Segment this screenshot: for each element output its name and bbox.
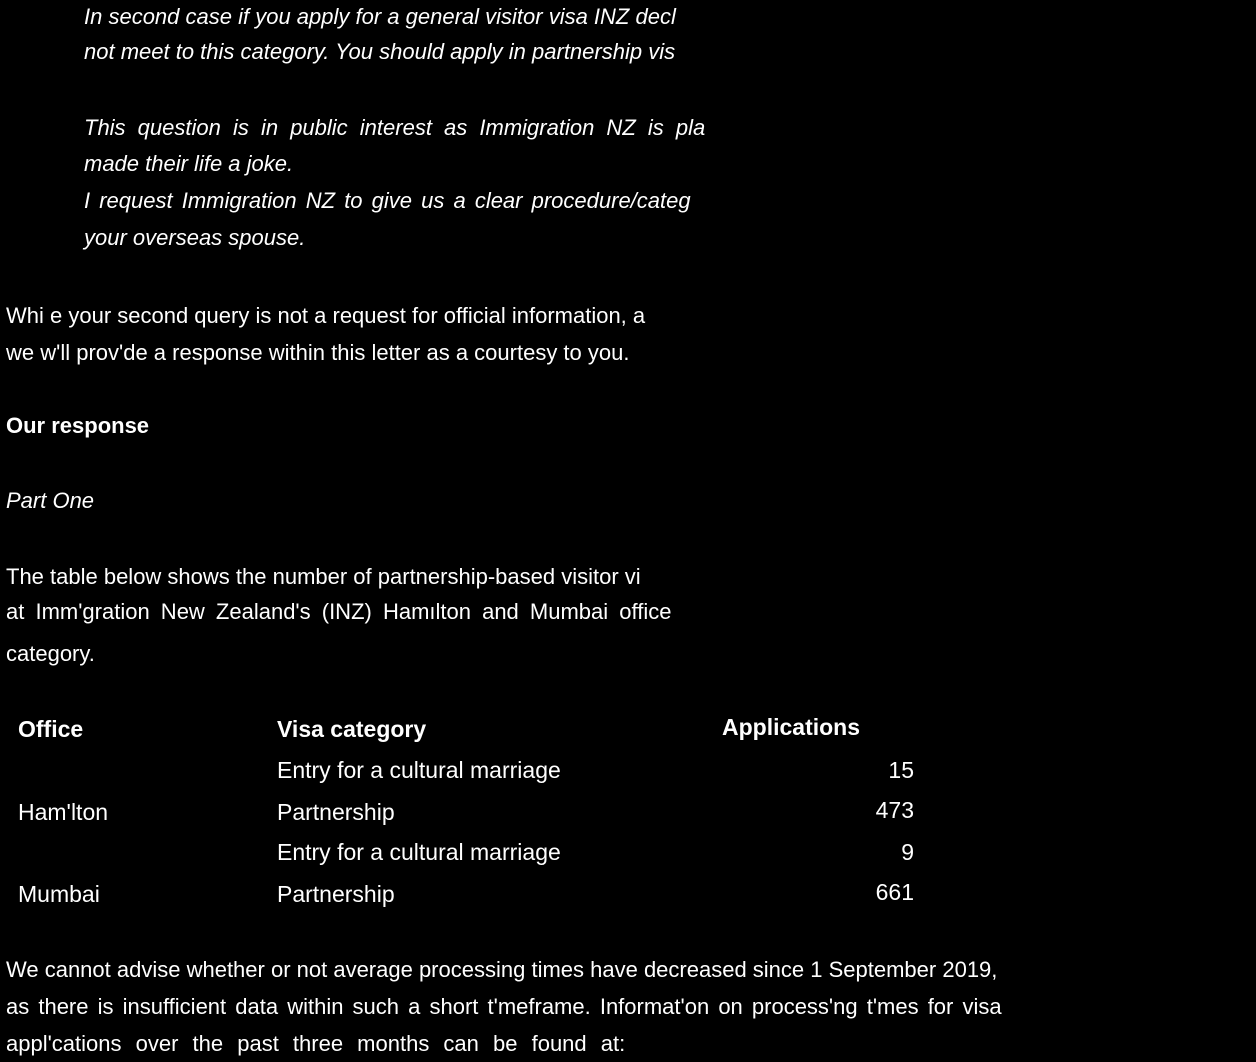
table-cell-applications: 661 — [875, 879, 914, 905]
table-header-applications: Applications — [722, 714, 861, 740]
table-cell-applications: 9 — [901, 839, 914, 865]
table-cell-applications: 473 — [875, 797, 914, 823]
table-header-office: Office — [18, 716, 84, 742]
table-intro-line-3: category. — [6, 641, 95, 666]
closing-line-2: as there is insufficient data within such a short t'meframe. Informat'on on process'ng t'mes for visa — [6, 994, 1002, 1019]
table-cell-category: Entry for a cultural marriage — [277, 757, 561, 783]
section-heading: Our response — [6, 413, 150, 438]
quote-line-2: not meet to this category. You should apply in partnership vis — [84, 39, 676, 64]
table-cell-category: Partnership — [277, 799, 395, 825]
table-header-category: Visa category — [277, 716, 427, 742]
intro-line-1: Whi e your second query is not a request for official information, a — [6, 303, 646, 328]
section-subheading: Part One — [6, 488, 95, 513]
table-cell-applications: 15 — [888, 757, 914, 783]
table-cell-office: Ham'lton — [18, 799, 109, 825]
table-intro-line-2: at Imm'gration New Zealand's (INZ) Hamılton and Mumbai office — [6, 599, 672, 624]
quote-line-4: made their life a joke. — [84, 151, 294, 176]
quote-line-1: In second case if you apply for a general visitor visa INZ decl — [84, 4, 676, 29]
intro-line-2: we w'll prov'de a response within this letter as a courtesy to you. — [6, 340, 630, 365]
table-cell-category: Partnership — [277, 881, 395, 907]
quote-line-5: I request Immigration NZ to give us a clear procedure/categ — [84, 188, 691, 213]
quote-line-6: your overseas spouse. — [84, 225, 306, 250]
table-cell-category: Entry for a cultural marriage — [277, 839, 561, 865]
table-intro-line-1: The table below shows the number of partnership-based visitor vi — [6, 564, 641, 589]
quote-line-3: This question is in public interest as Immigration NZ is pla — [84, 115, 706, 140]
table-cell-office: Mumbai — [18, 881, 100, 907]
closing-line-3: appl'cations over the past three months can be found at: — [6, 1031, 626, 1056]
closing-line-1: We cannot advise whether or not average processing times have decreased since 1 September 2019, — [6, 957, 998, 982]
